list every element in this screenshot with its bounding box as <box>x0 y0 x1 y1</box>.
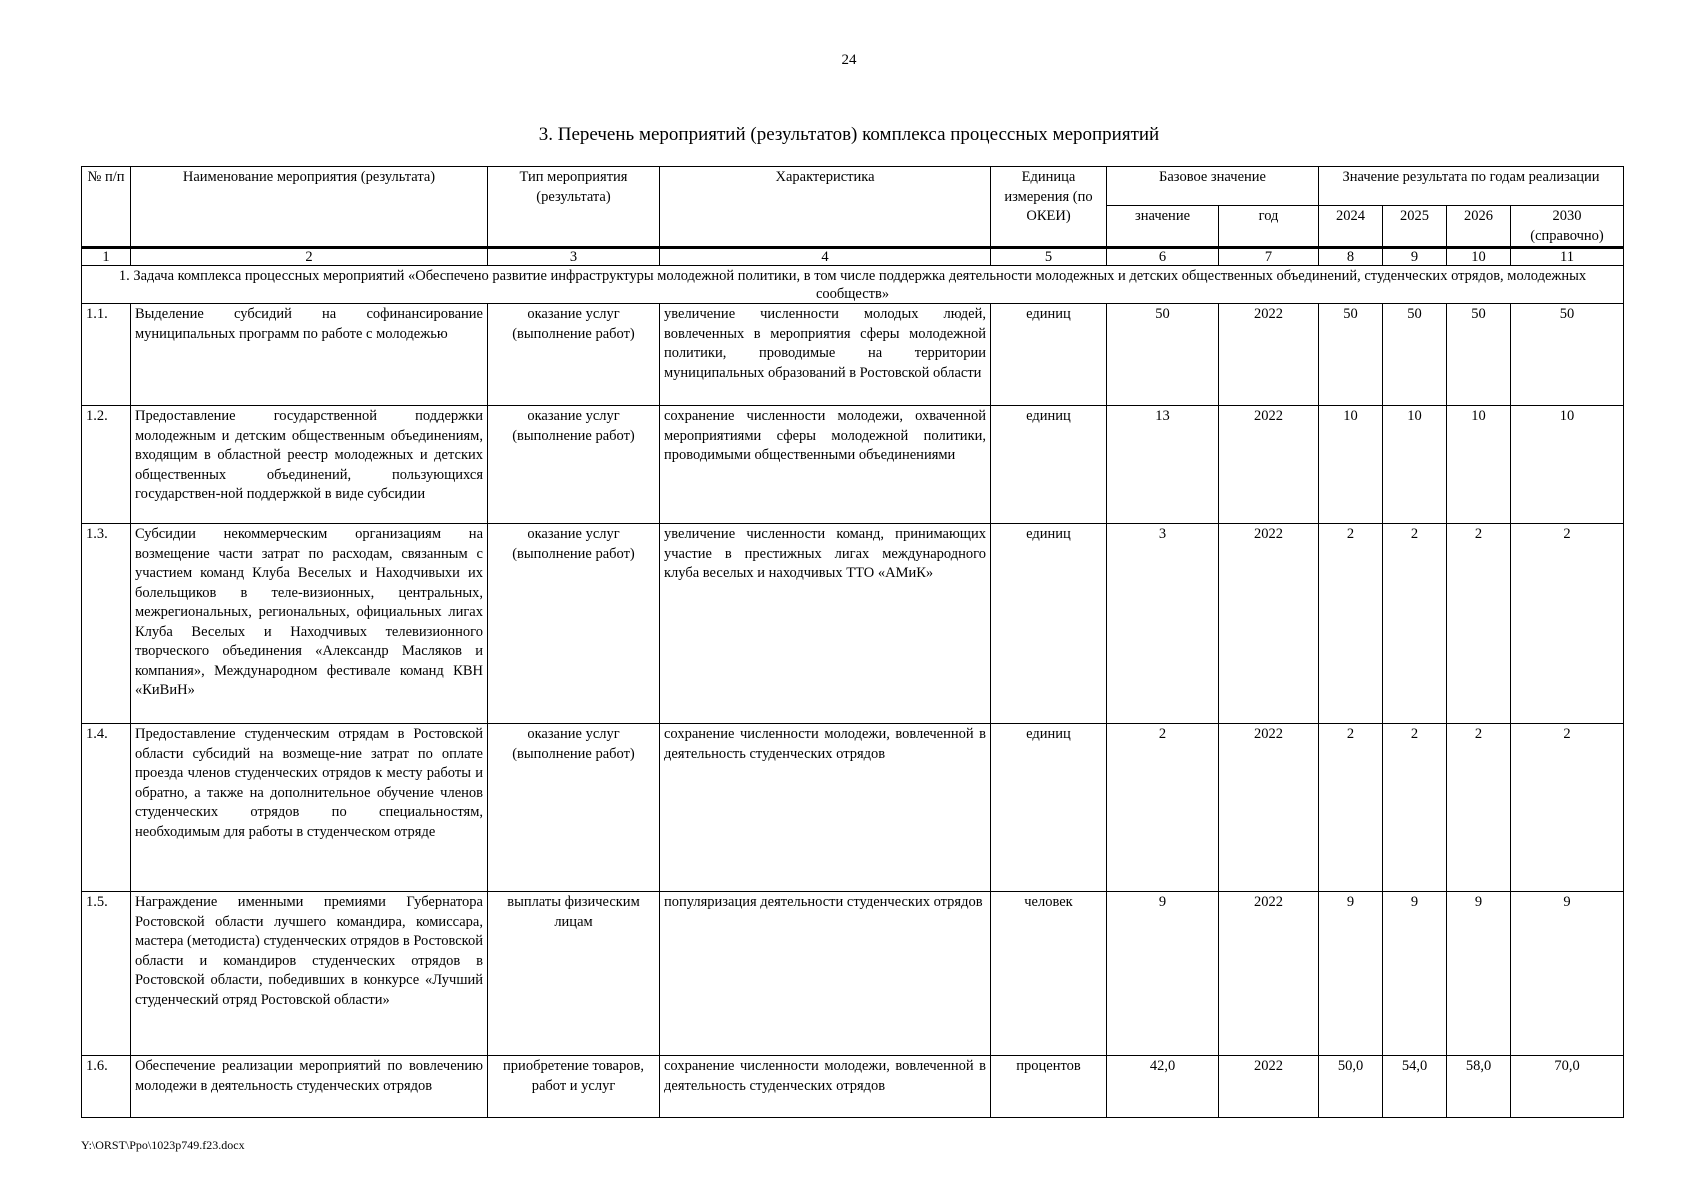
table-row <box>82 406 1624 524</box>
row-unit: единиц <box>991 406 1107 524</box>
row-value-2030: 9 <box>1511 892 1624 1056</box>
row-type: оказание услуг (выполнение работ) <box>488 406 660 524</box>
header-results: Значение результата по годам реализации <box>1319 167 1624 206</box>
row-value-2030: 50 <box>1511 304 1624 406</box>
row-value-2026: 10 <box>1447 406 1511 524</box>
page-title: 3. Перечень мероприятий (результатов) комплекса процессных мероприятий <box>538 124 1160 145</box>
row-base-year: 2022 <box>1219 892 1319 1056</box>
row-characteristic: увеличение численности молодых людей, вовлеченных в мероприятия сферы молодежной политики, проводимые на территории муниципальных образований в Ростовской области <box>660 304 991 406</box>
row-type: приобретение товаров, работ и услуг <box>488 1056 660 1118</box>
row-num: 1.6. <box>82 1056 131 1118</box>
row-unit: процентов <box>991 1056 1107 1118</box>
column-number: 8 <box>1319 248 1383 266</box>
row-num: 1.5. <box>82 892 131 1056</box>
row-base-value: 50 <box>1107 304 1219 406</box>
header-base-value: значение <box>1107 206 1219 248</box>
row-value-2025: 9 <box>1383 892 1447 1056</box>
measures-table <box>81 166 1624 1118</box>
task-heading: 1. Задача комплекса процессных мероприятий «Обеспечено развитие инфраструктуры молодежной политики, в том числе поддержка деятельности молодежных и детских общественных объединений, студенческих отрядов, молодежных сообществ» <box>82 266 1624 304</box>
row-value-2024: 50,0 <box>1319 1056 1383 1118</box>
column-number: 11 <box>1511 248 1624 266</box>
row-unit: единиц <box>991 524 1107 724</box>
row-value-2024: 2 <box>1319 724 1383 892</box>
row-value-2024: 50 <box>1319 304 1383 406</box>
row-base-year: 2022 <box>1219 524 1319 724</box>
row-value-2026: 58,0 <box>1447 1056 1511 1118</box>
row-base-year: 2022 <box>1219 406 1319 524</box>
row-name: Выделение субсидий на софинансирование муниципальных программ по работе с молодежью <box>131 304 488 406</box>
row-characteristic: популяризация деятельности студенческих отрядов <box>660 892 991 1056</box>
column-number: 6 <box>1107 248 1219 266</box>
footer-file-path: Y:\ORST\Ppo\1023p749.f23.docx <box>81 1138 245 1152</box>
row-base-value: 42,0 <box>1107 1056 1219 1118</box>
row-num: 1.4. <box>82 724 131 892</box>
row-characteristic: сохранение численности молодежи, охваченной мероприятиями сферы молодежной политики, проводимыми общественными объединениями <box>660 406 991 524</box>
row-value-2025: 50 <box>1383 304 1447 406</box>
header-name: Наименование мероприятия (результата) <box>131 167 488 248</box>
row-num: 1.3. <box>82 524 131 724</box>
row-base-value: 9 <box>1107 892 1219 1056</box>
row-base-year: 2022 <box>1219 1056 1319 1118</box>
row-base-value: 13 <box>1107 406 1219 524</box>
row-name: Обеспечение реализации мероприятий по вовлечению молодежи в деятельность студенческих отрядов <box>131 1056 488 1118</box>
row-num: 1.1. <box>82 304 131 406</box>
header-year-2030: 2030 (справочно) <box>1511 206 1624 248</box>
row-type: оказание услуг (выполнение работ) <box>488 524 660 724</box>
column-number: 9 <box>1383 248 1447 266</box>
row-base-year: 2022 <box>1219 724 1319 892</box>
table-row <box>82 304 1624 406</box>
page-number: 24 <box>841 52 857 68</box>
column-number: 10 <box>1447 248 1511 266</box>
row-unit: человек <box>991 892 1107 1056</box>
row-type: выплаты физическим лицам <box>488 892 660 1056</box>
header-year-2024: 2024 <box>1319 206 1383 248</box>
header-base: Базовое значение <box>1107 167 1319 206</box>
header-num: № п/п <box>82 167 131 248</box>
row-value-2025: 10 <box>1383 406 1447 524</box>
table-row <box>82 1056 1624 1118</box>
row-value-2030: 10 <box>1511 406 1624 524</box>
column-number: 7 <box>1219 248 1319 266</box>
header-year-2025: 2025 <box>1383 206 1447 248</box>
row-value-2030: 70,0 <box>1511 1056 1624 1118</box>
header-characteristic: Характеристика <box>660 167 991 248</box>
row-value-2026: 2 <box>1447 524 1511 724</box>
row-num: 1.2. <box>82 406 131 524</box>
row-value-2026: 50 <box>1447 304 1511 406</box>
header-type: Тип мероприятия (результата) <box>488 167 660 248</box>
row-characteristic: сохранение численности молодежи, вовлеченной в деятельность студенческих отрядов <box>660 724 991 892</box>
column-number: 1 <box>82 248 131 266</box>
row-value-2030: 2 <box>1511 724 1624 892</box>
row-unit: единиц <box>991 304 1107 406</box>
table-row <box>82 724 1624 892</box>
row-characteristic: увеличение численности команд, принимающих участие в престижных лигах международного клуба веселых и находчивых ТТО «АМиК» <box>660 524 991 724</box>
table-row <box>82 892 1624 1056</box>
row-name: Субсидии некоммерческим организациям на возмещение части затрат по расходам, связанным с участием команд Клуба Веселых и Находчивыхи их болельщиков в теле-визионных, центральных, межрегиональных, региональных, официальных лигах Клуба Веселых и Находчивых телевизионного творческого объединения «Александр Масляков и компания», Международном фестивале команд КВН «КиВиН» <box>131 524 488 724</box>
row-name: Предоставление государственной поддержки молодежным и детским общественным объединениям, входящим в областной реестр молодежных и детских общественных объединений, пользующихся государствен-ной поддержкой в виде субсидии <box>131 406 488 524</box>
column-number: 3 <box>488 248 660 266</box>
row-unit: единиц <box>991 724 1107 892</box>
row-type: оказание услуг (выполнение работ) <box>488 304 660 406</box>
row-name: Награждение именными премиями Губернатора Ростовской области лучшего командира, комиссара, мастера (методиста) студенческих отрядов в Ростовской области и командиров студенческих отрядов в Ростовской области, победивших в конкурсе «Лучший студенческий отряд Ростовской области» <box>131 892 488 1056</box>
row-characteristic: сохранение численности молодежи, вовлеченной в деятельность студенческих отрядов <box>660 1056 991 1118</box>
header-base-year: год <box>1219 206 1319 248</box>
column-number: 4 <box>660 248 991 266</box>
row-value-2026: 2 <box>1447 724 1511 892</box>
row-value-2024: 2 <box>1319 524 1383 724</box>
row-base-year: 2022 <box>1219 304 1319 406</box>
column-numbers-row <box>82 248 1624 266</box>
header-year-2026: 2026 <box>1447 206 1511 248</box>
row-value-2025: 54,0 <box>1383 1056 1447 1118</box>
row-type: оказание услуг (выполнение работ) <box>488 724 660 892</box>
column-number: 5 <box>991 248 1107 266</box>
column-number: 2 <box>131 248 488 266</box>
row-base-value: 3 <box>1107 524 1219 724</box>
row-value-2030: 2 <box>1511 524 1624 724</box>
row-value-2026: 9 <box>1447 892 1511 1056</box>
table-row <box>82 524 1624 724</box>
row-value-2024: 10 <box>1319 406 1383 524</box>
row-value-2025: 2 <box>1383 524 1447 724</box>
row-value-2024: 9 <box>1319 892 1383 1056</box>
row-value-2025: 2 <box>1383 724 1447 892</box>
header-unit: Единица измерения (по ОКЕИ) <box>991 167 1107 248</box>
row-name: Предоставление студенческим отрядам в Ростовской области субсидий на возмеще-ние затрат по оплате проезда членов студенческих отрядов к месту работы и обратно, а также на дополнительное обучение членов студенческих отрядов по специальностям, необходимым для работы в студенческом отряде <box>131 724 488 892</box>
row-base-value: 2 <box>1107 724 1219 892</box>
